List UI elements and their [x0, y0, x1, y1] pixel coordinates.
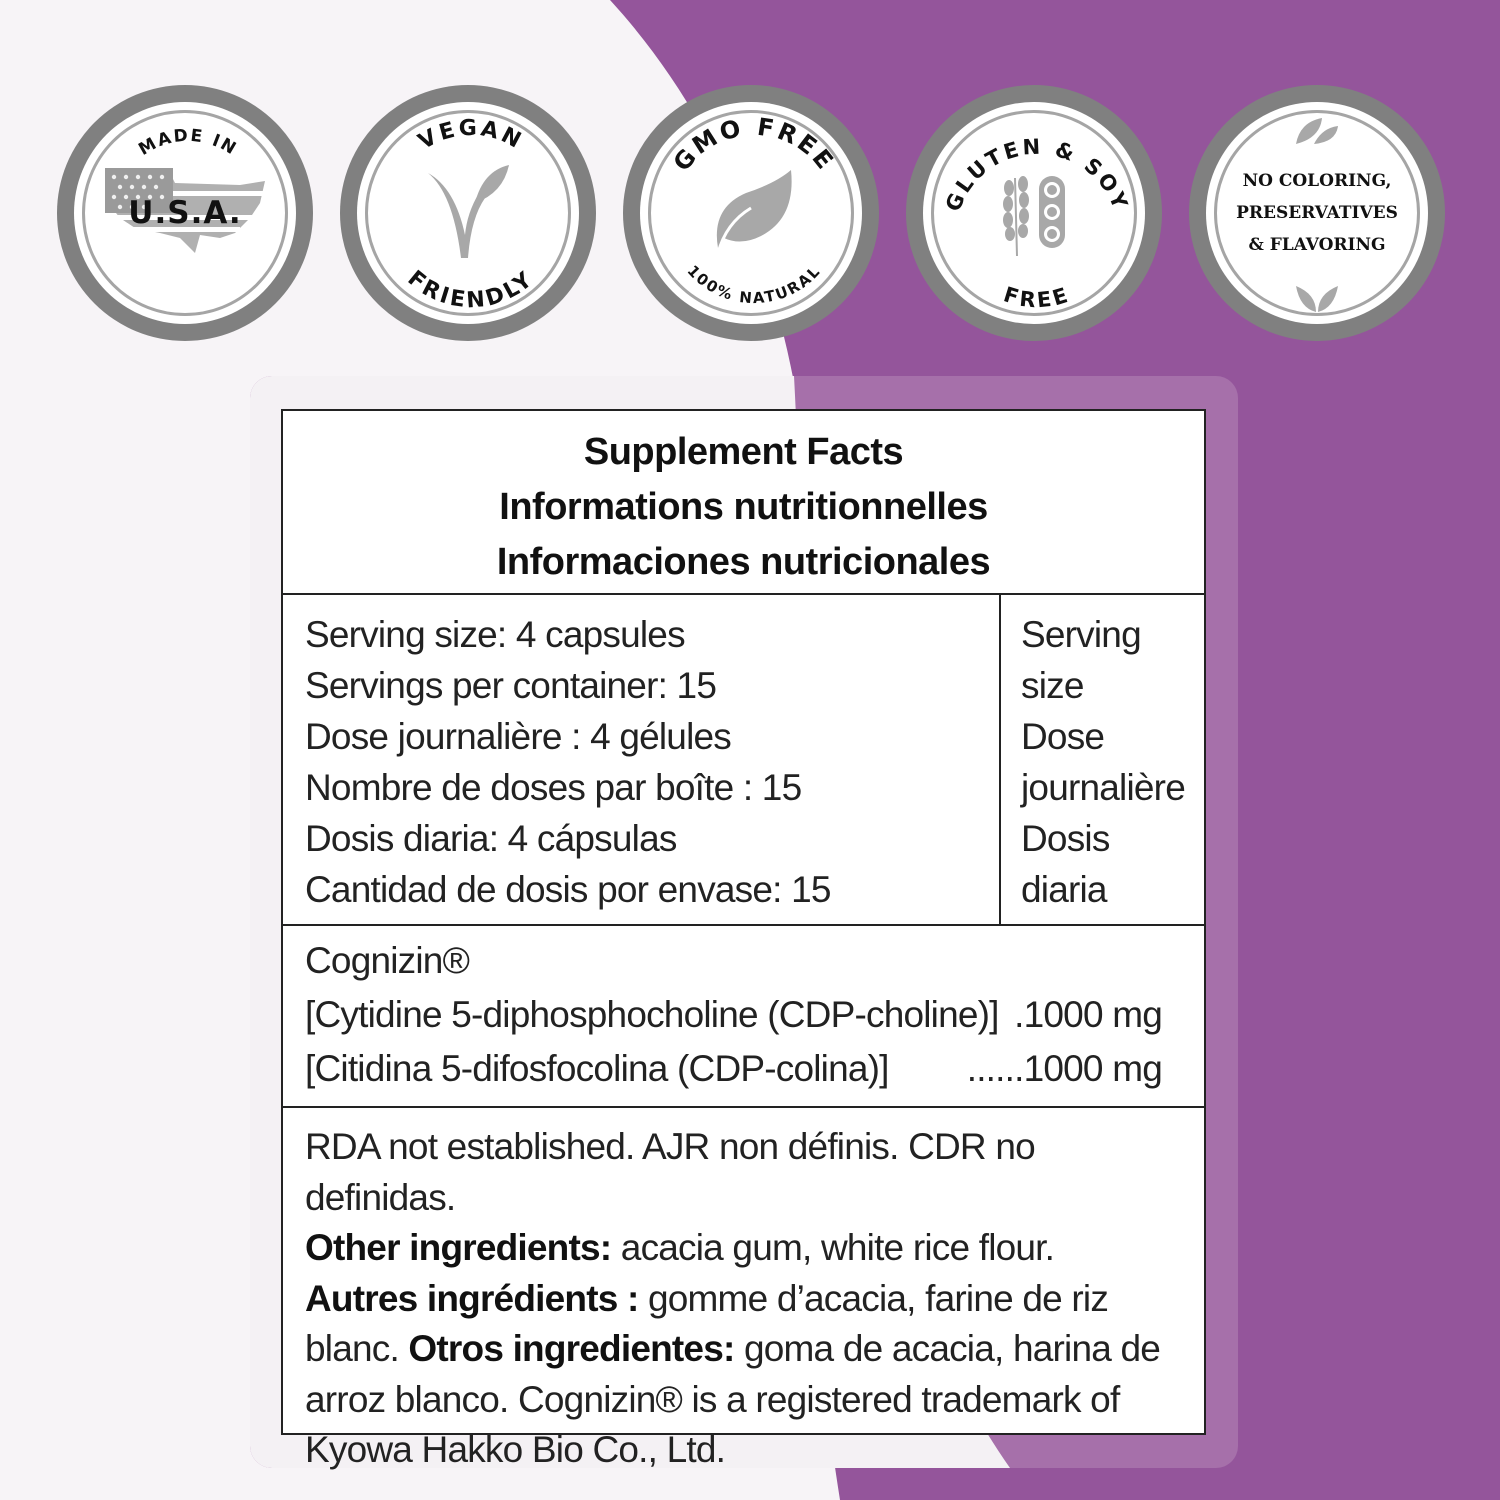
- vegan-v-leaf-icon: [423, 163, 513, 263]
- svg-text:GMO FREE: GMO FREE: [667, 112, 841, 177]
- other-ingredients: Other ingredients: acacia gum, white rice flour.: [305, 1227, 1055, 1268]
- badge-vegan: [340, 85, 596, 341]
- ingredient-row: [305, 1042, 1204, 1096]
- facts-header: [283, 411, 1204, 595]
- ingredient-amount: ......1000 mg: [966, 1048, 1162, 1089]
- ingredient-name: [Cytidine 5-diphosphocholine (CDP-choline)]: [305, 994, 999, 1035]
- wheat-soybean-icon: [999, 168, 1069, 258]
- serving-line: Nombre de doses par boîte : 15: [305, 767, 802, 808]
- svg-text:FREE: FREE: [1000, 282, 1074, 313]
- svg-text:VEGAN: VEGAN: [414, 115, 528, 155]
- no-additives-text: NO COLORING, PRESERVATIVES & FLAVORING: [1236, 171, 1398, 255]
- badge-made-in-usa: [57, 85, 313, 341]
- serving-line: Dosis diaria: 4 cápsulas: [305, 818, 677, 859]
- rda-note: RDA not established. AJR non définis. CDR no definidas.: [305, 1126, 1035, 1218]
- supplement-facts-table: [281, 409, 1206, 1470]
- ingredient-name: [Citidina 5-difosfocolina (CDP-colina)]: [305, 1048, 889, 1089]
- leaves-top-icon: [1292, 116, 1342, 146]
- ingredient-row: [305, 988, 1204, 1042]
- notes-section: [283, 1108, 1204, 1476]
- title-fr: Informations nutritionnelles: [499, 486, 988, 528]
- ingredient-brand: Cognizin®: [305, 940, 470, 981]
- title-es: Informaciones nutricionales: [496, 541, 991, 583]
- svg-text:MADE IN: MADE IN: [135, 125, 241, 160]
- leaf-icon: [706, 168, 796, 258]
- serving-line: Cantidad de dosis por envase: 15: [305, 869, 831, 910]
- badge-gluten-soy-free: [906, 85, 1162, 341]
- badge-gmo-free: [623, 85, 879, 341]
- serving-info: [283, 595, 1001, 924]
- other-ingredients-fr-es: Autres ingrédients : gomme d’acacia, farine de riz blanc. Otros ingredientes: goma de acacia, harina de arroz blanco. Cognizin® is a registered trademark of Kyowa Hakko Bio Co., Ltd.: [305, 1277, 1161, 1470]
- usa-label: U.S.A.: [128, 195, 242, 231]
- serving-section: [283, 595, 1204, 926]
- svg-text:GLUTEN & SOY: GLUTEN & SOY: [940, 134, 1134, 215]
- svg-text:FRIENDLY: FRIENDLY: [402, 266, 540, 314]
- leaves-bottom-icon: [1292, 284, 1342, 314]
- title-en: Supplement Facts: [583, 431, 904, 473]
- badge-no-additives: [1189, 85, 1445, 341]
- serving-line: Dose journalière : 4 gélules: [305, 716, 731, 757]
- serving-line: Serving size: 4 capsules: [305, 614, 685, 655]
- serving-line: Servings per container: 15: [305, 665, 717, 706]
- ingredient-amount: .1000 mg: [1014, 994, 1162, 1035]
- ingredients-section: [283, 926, 1204, 1108]
- svg-text:100% NATURAL: 100% NATURAL: [683, 261, 825, 308]
- serving-column-header: Serving size Dose journalière Dosis diaria: [1021, 614, 1185, 910]
